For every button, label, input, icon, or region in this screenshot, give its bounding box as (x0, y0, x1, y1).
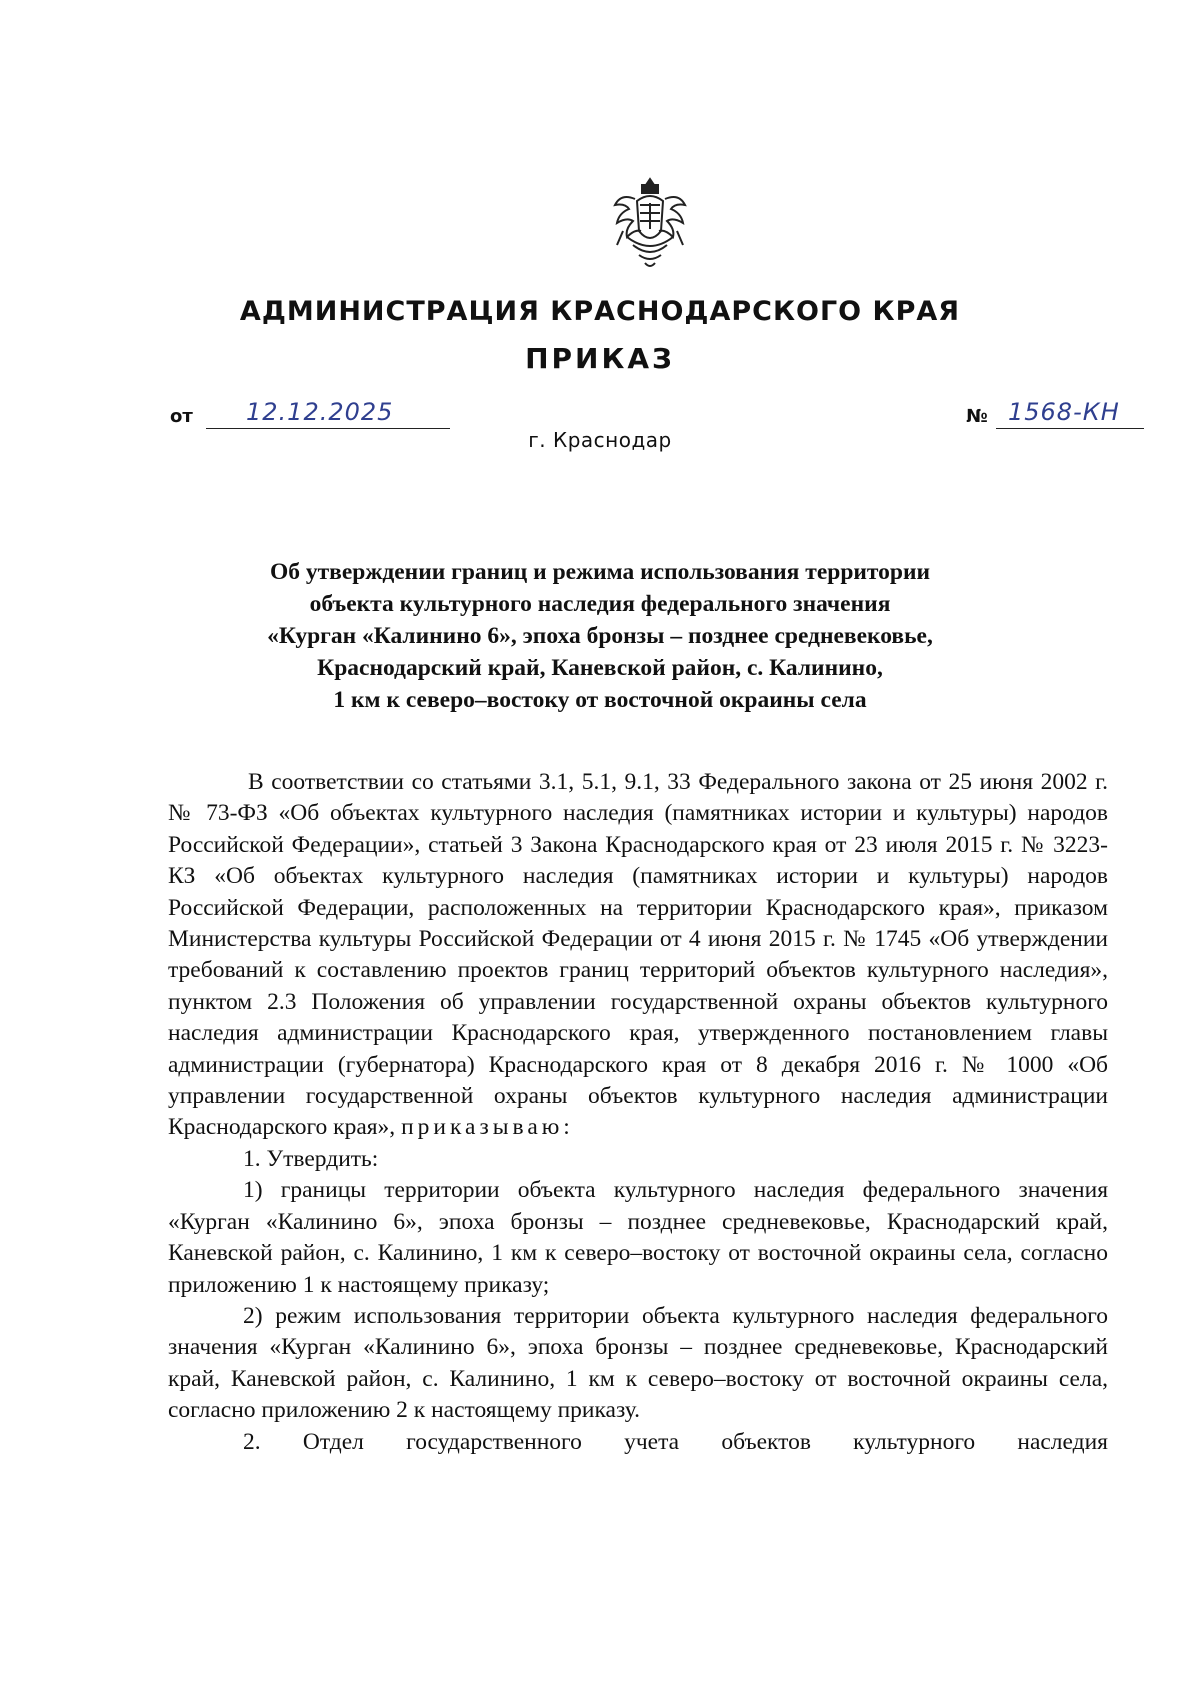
title-line: Об утверждении границ и режима использования территории (269, 559, 931, 585)
date-prefix: от (170, 406, 193, 427)
order-word: приказываю: (401, 1114, 574, 1141)
document-body (168, 767, 1108, 1458)
title-line: объекта культурного наследия федерального значения (309, 591, 891, 617)
intro-paragraph (168, 767, 1108, 1144)
handwritten-number: 1568-КН (1008, 398, 1120, 426)
document-title (150, 556, 1050, 716)
coat-of-arms-icon (609, 175, 691, 275)
item-1-1: 1) границы территории объекта культурного наследия федерального значения «Курган «Калинино 6», эпоха бронзы – позднее средневековье, Краснодарский край, Каневской район, с. Калинино, 1 км к северо–востоку от восточной окраины села, согласно приложению 1 к настоящему приказу; (168, 1177, 1108, 1298)
agency-name: АДМИНИСТРАЦИЯ КРАСНОДАРСКОГО КРАЯ (239, 296, 961, 327)
intro-text: В соответствии со статьями 3.1, 5.1, 9.1, 33 Федерального закона от 25 июня 2002 г. № 73-ФЗ «Об объектах культурного наследия (памятниках истории и культуры) народов Российской Федерации», статьей 3 Закона Краснодарского края от 23 июля 2015 г. № 3223-КЗ «Об объектах культурного наследия (памятниках истории и культуры) народов Российской Федерации, расположенных на территории Краснодарского края», приказом Министерства культуры Российской Федерации от 4 июня 2015 г. № 1745 «Об утверждении требований к составлению проектов границ территорий объектов культурного наследия», пунктом 2.3 Положения об управлении государственной охраны объектов культурного наследия администрации Краснодарского края, утвержденного постановлением главы администрации (губернатора) Краснодарского края от 8 декабря 2016 г. № 1000 «Об управлении государственной охраны объектов культурного наследия администрации Краснодарского края», (168, 769, 1108, 1141)
item-1-2: 2) режим использования территории объекта культурного наследия федерального значения «Курган «Калинино 6», эпоха бронзы – позднее средневековье, Краснодарский край, Каневской район, с. Калинино, 1 км к северо–востоку от восточной окраины села, согласно приложению 2 к настоящему приказу. (168, 1302, 1108, 1424)
city: г. Краснодар (528, 428, 672, 452)
title-line: «Курган «Калинино 6», эпоха бронзы – позднее средневековье, (267, 623, 933, 649)
title-line: 1 км к северо–востоку от восточной окраины села (333, 687, 867, 713)
item-1: 1. Утвердить: (243, 1145, 379, 1172)
handwritten-date: 12.12.2025 (246, 398, 394, 426)
number-field (966, 398, 1146, 432)
document-type: ПРИКАЗ (525, 342, 675, 375)
date-field (170, 398, 460, 432)
title-line: Краснодарский край, Каневской район, с. Калинино, (317, 655, 883, 681)
item-2: 2. Отдел государственного учета объектов культурного наследия (243, 1428, 1108, 1455)
number-prefix: № (966, 406, 988, 427)
